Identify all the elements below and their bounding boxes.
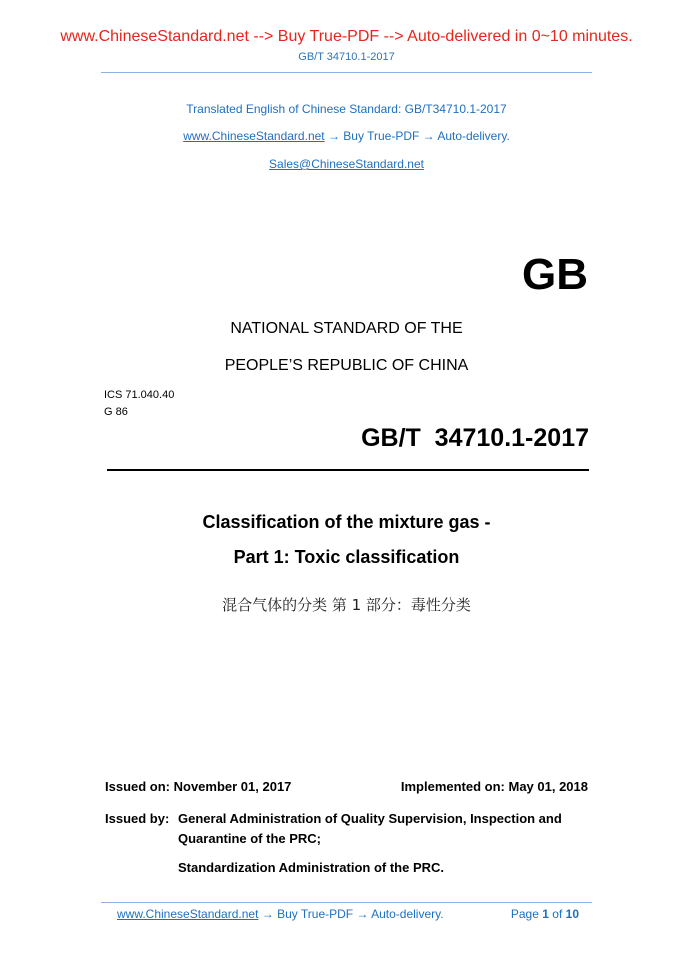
national-line-2: PEOPLE’S REPUBLIC OF CHINA — [224, 357, 469, 374]
issued-on: Issued on: November 01, 2017 — [105, 779, 292, 794]
title-line-2: Part 1: Toxic classification — [233, 547, 460, 567]
national-line-1: NATIONAL STANDARD OF THE — [230, 320, 463, 337]
site-suffix: → Buy True-PDF → Auto-delivery. — [324, 129, 510, 143]
chinese-title: 混合气体的分类 第 1 部分：毒性分类 — [222, 596, 471, 614]
issued-by-line-1: General Administration of Quality Supervision, Inspection and — [178, 811, 562, 826]
header-standard-number: GB/T 34710.1-2017 — [298, 51, 395, 63]
footer-divider — [101, 902, 592, 903]
page-total: 10 — [565, 907, 579, 921]
issued-by-label: Issued by: — [105, 811, 170, 826]
page-current: 1 — [542, 907, 549, 921]
classification-code: G 86 — [104, 406, 128, 418]
email-line — [0, 157, 693, 171]
issued-by-line-2: Quarantine of the PRC; — [178, 831, 322, 846]
issued-by-line-3: Standardization Administration of the PRC. — [178, 860, 445, 875]
site-link[interactable]: www.ChineseStandard.net — [183, 129, 325, 143]
implemented-on: Implemented on: May 01, 2018 — [400, 779, 588, 794]
gb-mark: GB — [522, 250, 588, 299]
footer-site-link[interactable]: www.ChineseStandard.net — [117, 907, 259, 921]
ics-code: ICS 71.040.40 — [104, 389, 175, 401]
title-divider — [107, 469, 589, 471]
standard-number: GB/T 34710.1-2017 — [361, 424, 589, 452]
header-divider — [101, 72, 592, 73]
page-of: of — [552, 907, 563, 921]
footer-site-suffix: → Buy True-PDF → Auto-delivery. — [258, 907, 444, 921]
promo-banner[interactable]: www.ChineseStandard.net --> Buy True-PDF --> Auto-delivered in 0~10 minutes. — [60, 28, 633, 45]
page-indicator — [511, 907, 579, 921]
page-label: Page — [510, 907, 539, 921]
footer-site-line — [117, 907, 444, 921]
email-link[interactable]: Sales@ChineseStandard.net — [269, 157, 424, 171]
site-line — [0, 129, 693, 143]
title-line-1: Classification of the mixture gas - — [202, 512, 491, 532]
translated-note: Translated English of Chinese Standard: GB/T34710.1-2017 — [186, 102, 507, 116]
